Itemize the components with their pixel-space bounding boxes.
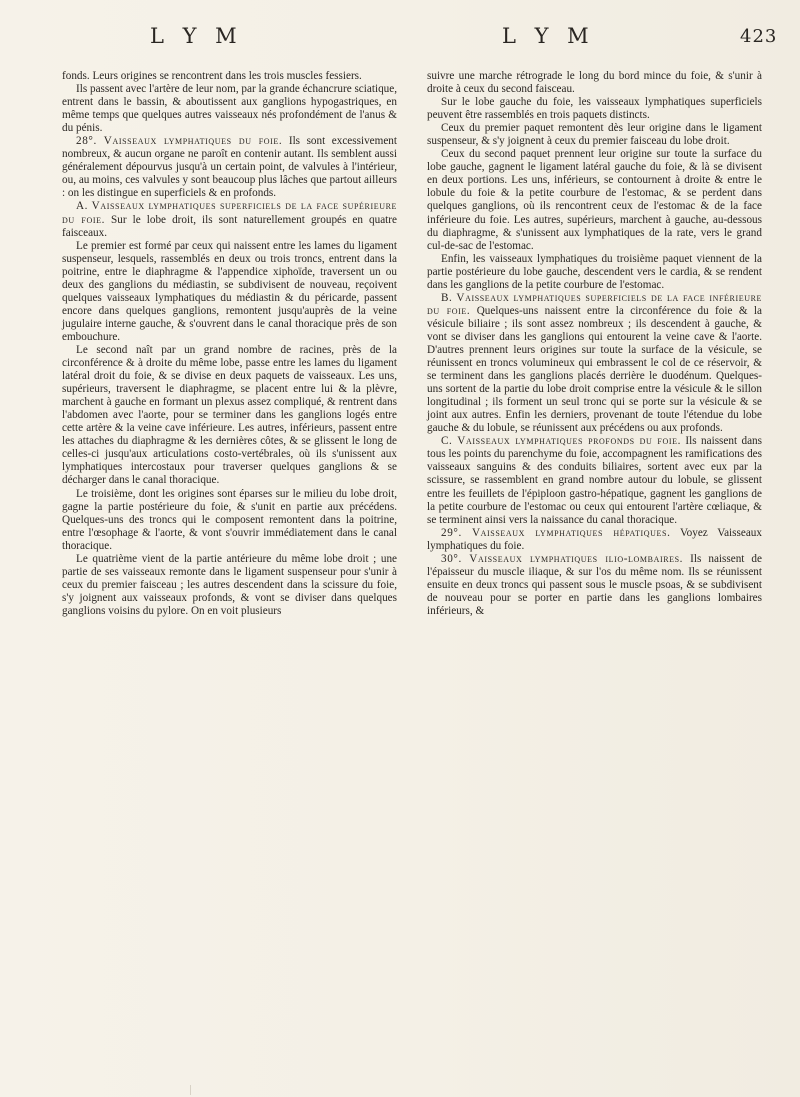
continued-paragraph: fonds. Leurs origines se rencontrent dans les trois muscles fessiers. — [62, 70, 362, 82]
running-head-left: L Y M — [150, 24, 243, 48]
body-paragraph: Le troisième, dont les origines sont éparses sur le milieu du lobe droit, gagne la partie postérieure du foie, & s'unit en partie aux précédens. Quelques-uns des troncs qui le composent remontent dans la poitrine, entre l'œsophage & l'aorte, & vont s'ouvrir immédiatement dans le canal thoracique. — [62, 487, 397, 552]
right-text-column — [427, 70, 762, 618]
body-paragraph: Ils passent avec l'artère de leur nom, par la grande échancrure sciatique, entrent dans le bassin, & aboutissent aux ganglions hypogastriques, en même temps que quelques autres vaisseaux nés profondément de l'anus & du pénis. — [62, 83, 398, 135]
section-heading: 29°. Vaisseaux lymphatiques hépatiques. — [441, 526, 671, 539]
left-text-column — [62, 70, 397, 618]
body-paragraph: Ceux du premier paquet remontent dès leur origine dans le ligament suspenseur, & s'y joignent à ceux du premier faisceau du lobe droit. — [427, 122, 762, 148]
section-text: Voyez Vaisseaux lymphatiques du foie. — [427, 526, 762, 552]
section-heading: C. Vaisseaux lymphatiques profonds du foie. — [441, 435, 682, 448]
section-paragraph — [62, 200, 397, 239]
section-text: Sur le lobe droit, ils sont naturellement groupés en quatre faisceaux. — [62, 213, 397, 239]
body-paragraph: Ceux du second paquet prennent leur origine sur toute la surface du lobe gauche, gagnent le ligament latéral gauche du foie, & là se divisent en deux portions. Les uns, inférieurs, se contournent à droite & entre le lobule du foie & la petite courbure de l'estomac, & se perdent dans quelques ganglions, où ils rencontrent ceux de l'estomac & de la face inférieure du foie. Les autres, supérieurs, marchent à gauche, au-dessous du diaphragme, & s'unissent aux lymphatiques de la rate, vers le grand cul-de-sac de l'estomac. — [427, 148, 762, 252]
section-heading: 30°. Vaisseaux lymphatiques ilio-lombaires. — [441, 552, 684, 565]
body-paragraph: Enfin, les vaisseaux lymphatiques du troisième paquet viennent de la partie postérieure du lobe gauche, descendent vers le cardia, & se rendent dans les ganglions de la petite courbure de l'estomac. — [427, 252, 762, 291]
section-text: Quelques-uns naissent entre la circonférence du foie & la vésicule biliaire ; ils sont assez nombreux ; ils descendent à gauche, & vont se diviser dans les ganglions qui entourent la veine cave & l'aorte. D'autres prennent leurs origines sur toute la surface de la vésicule, se réunissent en troncs volumineux qui embrassent le col de ce réservoir, & se terminent dans les ganglions placés derrière le duodénum. Quelques-uns sortent de la partie du lobe droit comprise entre la vésicule & le sillon longitudinal ; ils forment un seul tronc qui se porte sur la vésicule & se joint aux autres. Enfin les derniers, provenant de toute l'étendue du lobe gauche & du lobule, se réunissent aux précédens ou aux profonds. — [427, 304, 762, 435]
section-paragraph — [62, 135, 397, 200]
section-text: Ils naissent dans tous les points du parenchyme du foie, accompagnent les ramifications des vaisseaux sanguins & des conduits biliaires, sortent avec eux par la scissure, se rassemblent en grand nombre autour du lobule, se glissent entre les feuillets de l'épiploon gastro-hépatique, gagnent les ganglions de la petite courbure de l'estomac ou ceux qui entourent l'artère cœliaque, & se terminent ainsi vers la naissance du canal thoracique. — [427, 435, 762, 526]
page-mark — [190, 1085, 191, 1095]
section-heading: 28°. Vaisseaux lymphatiques du foie. — [76, 135, 283, 148]
section-text: Ils naissent de l'épaisseur du muscle iliaque, & sur l'os du même nom. Ils se réunissent ensuite en deux troncs qui passent sous le muscle psoas, & se subdivisent de nouveau pour se porter en partie dans les ganglions lombaires inférieurs, & — [427, 552, 762, 617]
section-text: Ils sont excessivement nombreux, & aucun organe ne paroît en contenir autant. Ils semblent aussi généralement dépourvus jusqu'à un certain point, de valvules à l'intérieur, ou, au moins, ces valvules y sont beaucoup plus lâches que partout ailleurs : on les distingue en superficiels & en profonds. — [62, 135, 397, 200]
section-heading: B. Vaisseaux lymphatiques superficiels de la face inférieure du foie. — [427, 291, 762, 317]
body-paragraph: Le quatrième vient de la partie antérieure du même lobe droit ; une partie de ses vaisseaux remonte dans le ligament suspenseur pour s'unir à ceux du premier faisceau ; les autres descendent dans la scissure du foie, s'y joignent aux vaisseaux profonds, & vont se diviser dans quelques ganglions voisins du pylore. On en voit plusieurs — [62, 552, 397, 617]
section-paragraph — [427, 435, 762, 526]
section-paragraph — [427, 527, 762, 553]
section-paragraph — [427, 553, 762, 618]
page-number: 423 — [740, 26, 778, 47]
continued-paragraph: suivre une marche rétrograde le long du bord mince du foie, & s'unir à droite à ceux du second faisceau. — [427, 70, 762, 96]
running-head-right: L Y M — [502, 24, 595, 48]
section-heading: A. Vaisseaux lymphatiques superficiels de la face supérieure du foie. — [62, 200, 397, 226]
running-header — [0, 14, 800, 54]
body-paragraph: Le premier est formé par ceux qui naissent entre les lames du ligament suspenseur, lesquels, rassemblés en deux ou trois troncs, entrent dans la poitrine, entre le diaphragme & l'appendice xiphoïde, traversent un ou deux des ganglions du médiastin, se subdivisent de nouveau, reçoivent quelques vaisseaux lymphatiques du médiastin & du péricarde, passent encore dans quelques ganglions, remontent jusqu'auprès de la veine jugulaire interne gauche, & s'ouvrent dans le canal thoracique près de son embouchure. — [62, 239, 397, 343]
body-paragraph: Le second naît par un grand nombre de racines, près de la circonférence & à droite du même lobe, passe entre les lames du ligament latéral droit du foie, & se divise en deux paquets de vaisseaux. Les uns, supérieurs, traversent le diaphragme, se placent entre lui & la plèvre, marchent à gauche en formant un plexus assez compliqué, & rentrent dans l'abdomen avec l'aorte, pour se terminer dans les ganglions logés entre cette artère & la veine cave inférieure. Les autres, inférieurs, passent entre les attaches du diaphragme & les dernières côtes, & se glissent le long de celles-ci jusqu'aux articulations costo-vertébrales, où ils s'unissent aux lymphatiques intercostaux pour traverser quelques ganglions & se décharger dans le canal thoracique. — [62, 343, 397, 487]
section-paragraph — [427, 292, 762, 436]
body-paragraph: Sur le lobe gauche du foie, les vaisseaux lymphatiques superficiels peuvent être rassemblés en trois paquets distincts. — [427, 96, 762, 122]
